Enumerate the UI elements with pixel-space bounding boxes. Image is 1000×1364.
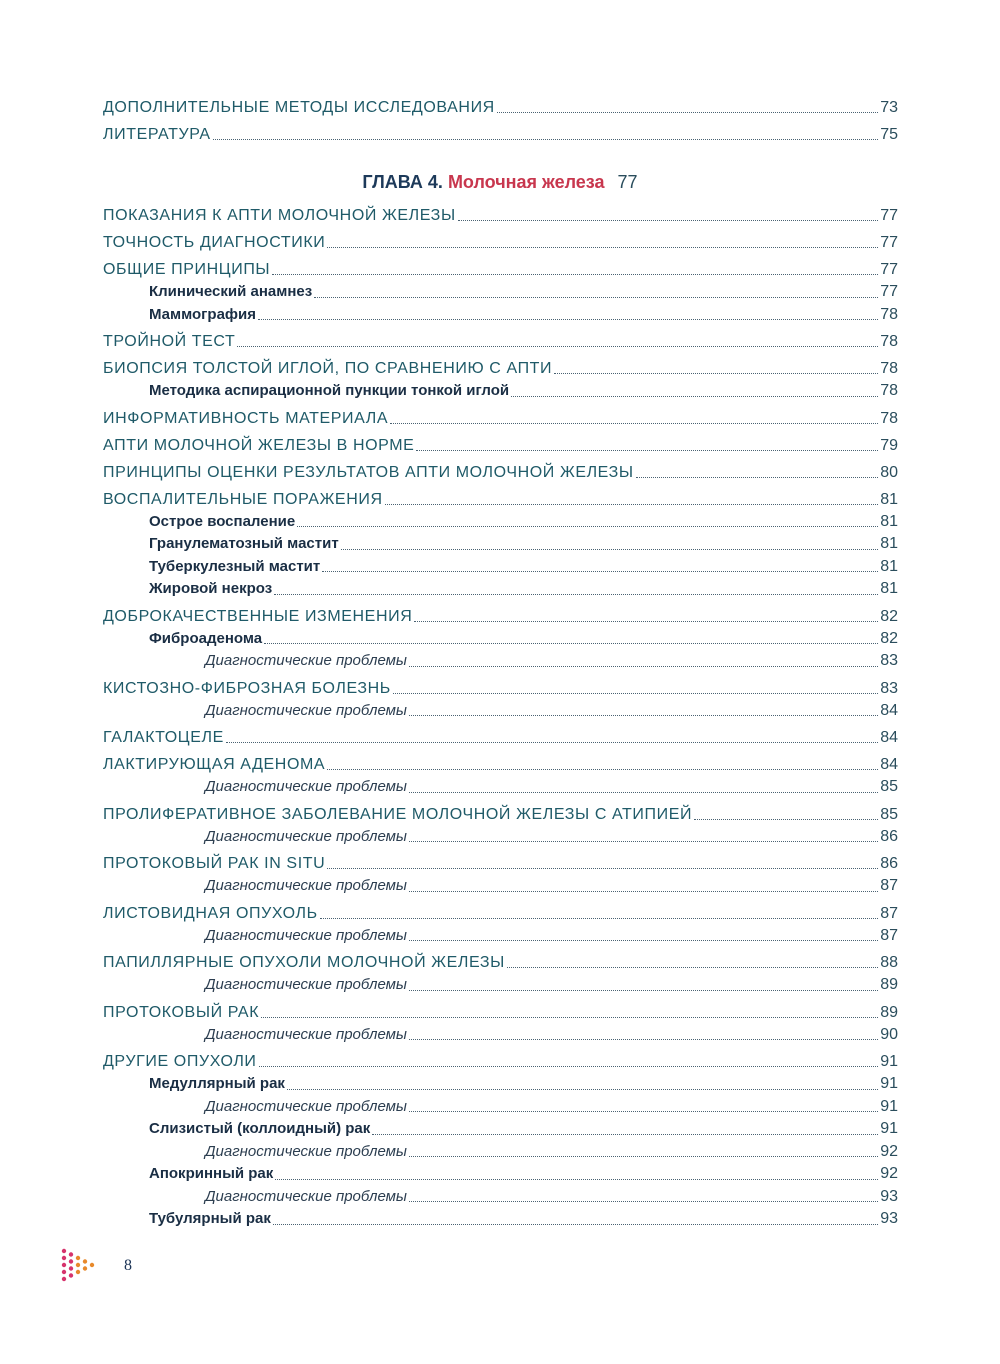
toc-entry-label: Диагностические проблемы bbox=[205, 877, 407, 894]
toc-entry-label: Диагностические проблемы bbox=[205, 778, 407, 795]
toc-entry-label: ГАЛАКТОЦЕЛЕ bbox=[103, 729, 224, 746]
toc-entry-label: Медуллярный рак bbox=[149, 1075, 285, 1092]
chapter-prefix: ГЛАВА 4. bbox=[362, 172, 443, 192]
toc-entry-label: ПРОЛИФЕРАТИВНОЕ ЗАБОЛЕВАНИЕ МОЛОЧНОЙ ЖЕЛЕЗЫ С АТИПИЕЙ bbox=[103, 805, 693, 823]
dot-leader bbox=[297, 525, 878, 527]
toc-entry-label: БИОПСИЯ ТОЛСТОЙ ИГЛОЙ, ПО СРАВНЕНИЮ С АПТИ bbox=[103, 360, 553, 377]
dot-leader bbox=[409, 1110, 878, 1112]
toc-entry-label: КИСТОЗНО-ФИБРОЗНАЯ БОЛЕЗНЬ bbox=[103, 679, 391, 697]
toc-entry-page: 89 bbox=[880, 1003, 898, 1021]
toc-entry-label: ОБЩИЕ ПРИНЦИПЫ bbox=[103, 261, 271, 278]
toc-entry-page: 78 bbox=[880, 360, 898, 377]
toc-entry[interactable] bbox=[103, 1118, 898, 1141]
chapter-page: 77 bbox=[617, 172, 638, 192]
chapter-title: Молочная железа bbox=[447, 172, 605, 192]
toc-entry-page: 80 bbox=[880, 463, 898, 481]
toc-entry-label: ПРОТОКОВЫЙ РАК IN SITU bbox=[103, 855, 326, 872]
toc-entry-page: 86 bbox=[880, 855, 898, 872]
toc-entry[interactable] bbox=[103, 903, 898, 925]
toc-entry-label: ВОСПАЛИТЕЛЬНЫЕ ПОРАЖЕНИЯ bbox=[103, 490, 383, 508]
toc-entry[interactable] bbox=[103, 408, 898, 430]
toc-entry-page: 77 bbox=[880, 234, 898, 251]
toc-entry[interactable] bbox=[103, 853, 898, 875]
toc-entry-page: 77 bbox=[880, 283, 898, 300]
toc-entry-page: 87 bbox=[880, 877, 898, 894]
toc-entry-page: 91 bbox=[880, 1053, 898, 1070]
dot-leader bbox=[258, 318, 878, 320]
toc-entry[interactable] bbox=[103, 533, 898, 556]
toc-entry[interactable] bbox=[103, 1163, 898, 1186]
toc-entry[interactable] bbox=[103, 124, 898, 146]
toc-entry[interactable] bbox=[103, 556, 898, 579]
dot-leader bbox=[226, 741, 878, 743]
logo-dot bbox=[62, 1263, 66, 1267]
toc-entry-label: Диагностические проблемы bbox=[205, 1025, 407, 1043]
toc-entry[interactable] bbox=[103, 462, 898, 484]
toc-entry-label: АПТИ МОЛОЧНОЙ ЖЕЛЕЗЫ В НОРМЕ bbox=[103, 436, 415, 454]
dot-leader bbox=[273, 1223, 878, 1225]
toc-entry-label: ЛИТЕРАТУРА bbox=[103, 126, 211, 143]
dot-leader bbox=[237, 345, 878, 347]
toc-entry[interactable] bbox=[103, 1024, 898, 1047]
toc-entry-page: 85 bbox=[880, 805, 898, 823]
toc-entry-label: Диагностические проблемы bbox=[205, 701, 407, 719]
toc-entry-page: 84 bbox=[880, 729, 898, 746]
toc-entry[interactable] bbox=[103, 331, 898, 353]
toc-entry[interactable] bbox=[103, 754, 898, 776]
toc-entry[interactable] bbox=[103, 578, 898, 601]
toc-entry-page: 77 bbox=[880, 261, 898, 278]
dot-leader bbox=[414, 620, 878, 622]
toc-entry-label: ПРИНЦИПЫ ОЦЕНКИ РЕЗУЛЬТАТОВ АПТИ МОЛОЧНОЙ ЖЕЛЕЗЫ bbox=[103, 463, 634, 481]
toc-entry-page: 92 bbox=[880, 1165, 898, 1182]
toc-entry[interactable] bbox=[103, 232, 898, 254]
toc-entry-label: Диагностические проблемы bbox=[205, 827, 407, 845]
page-number: 8 bbox=[124, 1257, 132, 1274]
logo-dot bbox=[69, 1273, 73, 1277]
logo-dot bbox=[76, 1263, 80, 1267]
toc-entry-page: 84 bbox=[880, 756, 898, 773]
toc-entry[interactable] bbox=[103, 974, 898, 997]
dot-leader bbox=[390, 422, 878, 424]
dot-leader bbox=[409, 939, 878, 941]
toc-entry-page: 78 bbox=[880, 382, 898, 399]
toc-entry-label: ПРОТОКОВЫЙ РАК bbox=[103, 1003, 260, 1021]
toc-entry-label: Клинический анамнез bbox=[149, 283, 313, 300]
toc-entry-label: ПОКАЗАНИЯ К АПТИ МОЛОЧНОЙ ЖЕЛЕЗЫ bbox=[103, 207, 456, 224]
dot-leader bbox=[322, 570, 878, 572]
dot-leader bbox=[511, 395, 878, 397]
logo-dot bbox=[69, 1252, 73, 1256]
dot-leader bbox=[272, 273, 878, 275]
toc-entry-label: Диагностические проблемы bbox=[205, 652, 407, 669]
toc-entry-page: 92 bbox=[880, 1142, 898, 1160]
toc-entry[interactable] bbox=[103, 380, 898, 403]
toc-entry-label: ДОПОЛНИТЕЛЬНЫЕ МЕТОДЫ ИССЛЕДОВАНИЯ bbox=[103, 99, 495, 116]
dot-leader bbox=[409, 665, 878, 667]
toc-entry[interactable] bbox=[103, 628, 898, 651]
dot-leader bbox=[314, 296, 878, 298]
toc-entry[interactable] bbox=[103, 727, 898, 749]
toc-entry[interactable] bbox=[103, 1186, 898, 1209]
toc-entry-label: ЛИСТОВИДНАЯ ОПУХОЛЬ bbox=[103, 904, 318, 922]
toc-entry[interactable] bbox=[103, 952, 898, 974]
dot-leader bbox=[409, 1200, 878, 1202]
dot-leader bbox=[409, 1038, 878, 1040]
toc-entry-page: 78 bbox=[880, 409, 898, 427]
toc-entry-page: 81 bbox=[880, 490, 898, 508]
logo-dot bbox=[90, 1263, 94, 1267]
toc-entry-page: 83 bbox=[880, 652, 898, 669]
toc-entry[interactable] bbox=[103, 875, 898, 898]
toc-entry-page: 81 bbox=[880, 535, 898, 552]
toc-entry-label: Гранулематозный мастит bbox=[149, 535, 339, 552]
toc-entry[interactable] bbox=[103, 606, 898, 628]
dot-leader bbox=[393, 692, 878, 694]
logo-dot bbox=[62, 1249, 66, 1253]
toc-entry-label: Фиброаденома bbox=[149, 629, 263, 647]
logo-dot bbox=[62, 1270, 66, 1274]
dot-leader bbox=[327, 246, 878, 248]
toc-entry-label: Острое воспаление bbox=[149, 512, 296, 530]
toc-entry[interactable] bbox=[103, 435, 898, 457]
dot-leader bbox=[275, 1178, 878, 1180]
dot-leader bbox=[327, 867, 878, 869]
dot-leader bbox=[409, 840, 878, 842]
toc-entry-label: ТРОЙНОЙ ТЕСТ bbox=[103, 333, 236, 350]
dot-leader bbox=[694, 818, 878, 820]
toc-entry-page: 78 bbox=[880, 333, 898, 350]
logo-dot bbox=[69, 1259, 73, 1263]
toc-entry-page: 86 bbox=[880, 827, 898, 845]
toc-entry-page: 88 bbox=[880, 954, 898, 971]
toc-entry[interactable] bbox=[103, 259, 898, 281]
toc-entry-page: 84 bbox=[880, 701, 898, 719]
logo-dot bbox=[62, 1277, 66, 1281]
dot-leader bbox=[409, 791, 878, 793]
dot-leader bbox=[409, 714, 878, 716]
toc-entry[interactable] bbox=[103, 304, 898, 327]
toc-entry-page: 93 bbox=[880, 1187, 898, 1205]
logo-dot bbox=[76, 1270, 80, 1274]
toc-entry-page: 81 bbox=[880, 557, 898, 575]
toc-entry-label: ЛАКТИРУЮЩАЯ АДЕНОМА bbox=[103, 756, 326, 773]
toc-entry-label: Жировой некроз bbox=[149, 580, 273, 597]
toc-entry-label: Диагностические проблемы bbox=[205, 926, 407, 944]
toc-entry-label: Тубулярный рак bbox=[149, 1210, 271, 1227]
toc-entry-label: ПАПИЛЛЯРНЫЕ ОПУХОЛИ МОЛОЧНОЙ ЖЕЛЕЗЫ bbox=[103, 954, 505, 971]
toc-entry-page: 87 bbox=[880, 926, 898, 944]
toc-entry-page: 81 bbox=[880, 580, 898, 597]
toc-entry-page: 81 bbox=[880, 512, 898, 530]
toc-entries bbox=[103, 200, 898, 1231]
toc-entry-page: 87 bbox=[880, 904, 898, 922]
toc-entry[interactable] bbox=[103, 650, 898, 673]
toc-entry[interactable] bbox=[103, 1051, 898, 1073]
toc-entry[interactable] bbox=[103, 97, 898, 119]
toc-entry-page: 85 bbox=[880, 778, 898, 795]
toc-entry[interactable] bbox=[103, 826, 898, 849]
dot-leader bbox=[320, 917, 879, 919]
toc-entry-label: Маммография bbox=[149, 305, 257, 323]
dot-leader bbox=[274, 593, 878, 595]
toc-entry[interactable] bbox=[103, 1002, 898, 1024]
toc-entry-label: ДРУГИЕ ОПУХОЛИ bbox=[103, 1053, 257, 1070]
dot-leader bbox=[372, 1133, 878, 1135]
toc-entry-page: 77 bbox=[880, 207, 898, 224]
toc-entry[interactable] bbox=[103, 1208, 898, 1231]
toc-entry-page: 91 bbox=[880, 1075, 898, 1092]
logo-dot bbox=[62, 1256, 66, 1260]
toc-entry-label: Диагностические проблемы bbox=[205, 1142, 407, 1160]
toc-previous-chapter-tail bbox=[103, 92, 898, 146]
toc-entry-page: 93 bbox=[880, 1210, 898, 1227]
toc-entry[interactable] bbox=[103, 511, 898, 534]
chapter-heading bbox=[0, 170, 1000, 194]
toc-entry-label: ТОЧНОСТЬ ДИАГНОСТИКИ bbox=[103, 234, 326, 251]
toc-entry[interactable] bbox=[103, 1096, 898, 1119]
dot-leader bbox=[327, 768, 878, 770]
dot-leader bbox=[554, 372, 878, 374]
toc-entry-label: Слизистый (коллоидный) рак bbox=[149, 1120, 371, 1137]
dot-leader bbox=[409, 890, 878, 892]
toc-entry-page: 91 bbox=[880, 1120, 898, 1137]
toc-entry[interactable] bbox=[103, 205, 898, 227]
dot-leader bbox=[497, 111, 878, 113]
logo-dot bbox=[76, 1256, 80, 1260]
toc-entry-label: Туберкулезный мастит bbox=[149, 557, 321, 575]
toc-entry-page: 91 bbox=[880, 1097, 898, 1115]
toc-entry[interactable] bbox=[103, 700, 898, 723]
toc-entry-page: 82 bbox=[880, 629, 898, 647]
toc-entry-page: 83 bbox=[880, 679, 898, 697]
dot-leader bbox=[385, 503, 879, 505]
dot-leader bbox=[259, 1065, 879, 1067]
toc-entry[interactable] bbox=[103, 776, 898, 799]
dot-leader bbox=[507, 966, 878, 968]
dot-leader bbox=[409, 1155, 878, 1157]
dot-leader bbox=[341, 548, 879, 550]
dot-leader bbox=[264, 642, 878, 644]
dot-leader bbox=[213, 138, 879, 140]
toc-entry-label: ДОБРОКАЧЕСТВЕННЫЕ ИЗМЕНЕНИЯ bbox=[103, 607, 413, 625]
toc-entry-label: Диагностические проблемы bbox=[205, 1187, 407, 1205]
toc-entry-label: Диагностические проблемы bbox=[205, 1097, 407, 1115]
toc-entry[interactable] bbox=[103, 1073, 898, 1096]
toc-entry[interactable] bbox=[103, 925, 898, 948]
toc-entry-page: 90 bbox=[880, 1025, 898, 1043]
toc-entry-label: Апокринный рак bbox=[149, 1165, 274, 1182]
dot-leader bbox=[261, 1016, 878, 1018]
toc-entry-label: ИНФОРМАТИВНОСТЬ МАТЕРИАЛА bbox=[103, 409, 389, 427]
toc-entry[interactable] bbox=[103, 678, 898, 700]
toc-entry[interactable] bbox=[103, 489, 898, 511]
toc-entry[interactable] bbox=[103, 804, 898, 826]
arrow-dots-logo-icon bbox=[60, 1245, 106, 1285]
dot-leader bbox=[416, 449, 878, 451]
toc-entry[interactable] bbox=[103, 1141, 898, 1164]
logo-dot bbox=[83, 1259, 87, 1263]
dot-leader bbox=[636, 476, 879, 478]
toc-entry[interactable] bbox=[103, 281, 898, 304]
toc-entry-page: 73 bbox=[880, 99, 898, 116]
dot-leader bbox=[409, 989, 878, 991]
toc-entry-page: 75 bbox=[880, 126, 898, 143]
toc-entry[interactable] bbox=[103, 358, 898, 380]
logo-dot bbox=[69, 1266, 73, 1270]
dot-leader bbox=[287, 1088, 878, 1090]
toc-entry-page: 82 bbox=[880, 607, 898, 625]
dot-leader bbox=[458, 219, 878, 221]
toc-entry-page: 79 bbox=[880, 436, 898, 454]
logo-dot bbox=[83, 1266, 87, 1270]
toc-entry-label: Методика аспирационной пункции тонкой иглой bbox=[149, 382, 510, 399]
toc-entry-label: Диагностические проблемы bbox=[205, 976, 407, 993]
toc-entry-page: 78 bbox=[880, 305, 898, 323]
toc-entry-page: 89 bbox=[880, 976, 898, 993]
